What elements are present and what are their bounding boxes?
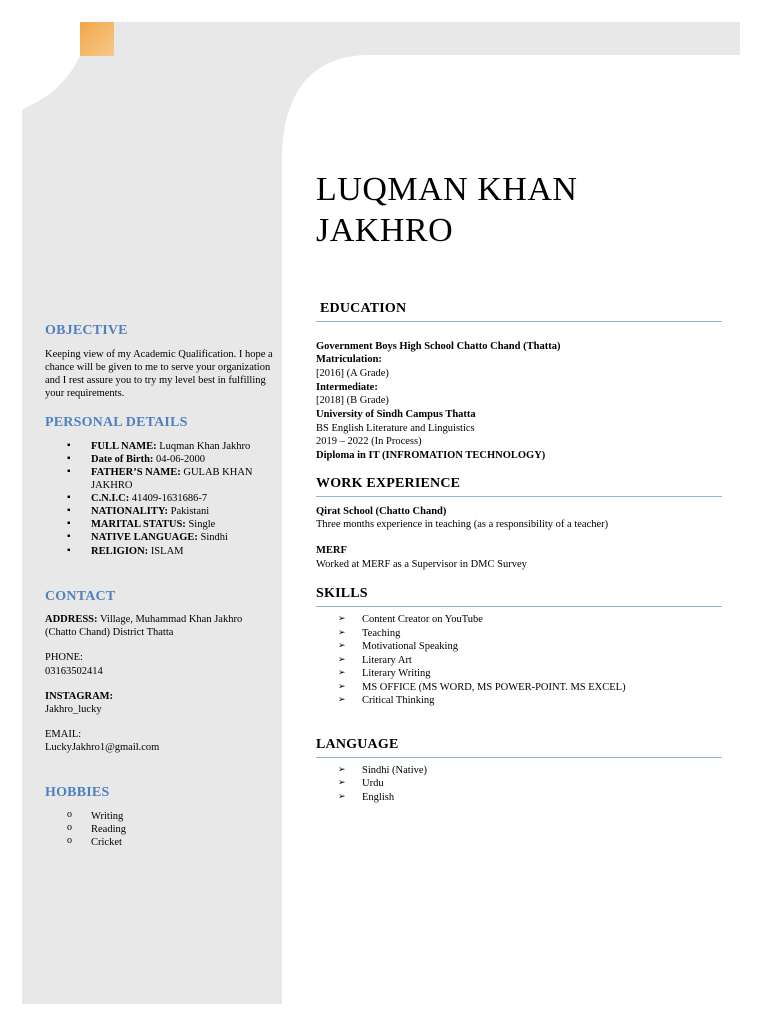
instagram-label: INSTAGRAM:: [45, 690, 114, 702]
personal-details-heading: PERSONAL DETAILS: [45, 415, 188, 430]
pd-item: ▪ RELIGION: ISLAM: [67, 545, 275, 558]
degree-years: 2019 – 2022 (In Process): [316, 436, 422, 448]
education-body: [316, 340, 722, 463]
hobbies-heading: HOBBIES: [45, 785, 110, 801]
job2-title: MERF: [316, 545, 347, 557]
skill-item: ➢ Critical Thinking: [338, 694, 722, 707]
pd-item: ▪ FATHER’S NAME: GULAB KHAN JAKHRO: [67, 466, 275, 492]
pd-item: ▪ C.N.I.C: 41409-1631686-7: [67, 492, 275, 505]
candidate-name: LUQMAN KHAN JAKHRO: [316, 171, 578, 249]
sidebar: [45, 322, 275, 863]
skills-heading: SKILLS: [316, 585, 722, 607]
work-heading: WORK EXPERIENCE: [316, 475, 722, 497]
pd-item: ▪ Date of Birth: 04-06-2000: [67, 453, 275, 466]
pd-item: ▪ NATIVE LANGUAGE: Sindhi: [67, 531, 275, 544]
language-item: ➢ Sindhi (Native): [338, 764, 722, 777]
matric-label: Matriculation:: [316, 354, 382, 366]
school-name: Government Boys High School Chatto Chand (Thatta): [316, 340, 561, 352]
language-item: ➢ Urdu: [338, 777, 722, 790]
skill-item: ➢ Literary Writing: [338, 667, 722, 680]
skill-item: ➢ Teaching: [338, 627, 722, 640]
phone-value: 03163502414: [45, 665, 103, 677]
pd-item: ▪ MARITAL STATUS: Single: [67, 518, 275, 531]
skill-item: ➢ Literary Art: [338, 654, 722, 667]
phone-label: PHONE:: [45, 652, 83, 664]
hobbies-list: [45, 810, 275, 849]
hobby-item: o Writing: [67, 810, 275, 823]
skill-item: ➢ Content Creator on YouTube: [338, 613, 722, 626]
inter-label: Intermediate:: [316, 381, 378, 393]
objective-heading: OBJECTIVE: [45, 323, 128, 338]
language-list: [316, 764, 722, 804]
email-value: LuckyJakhro1@gmail.com: [45, 742, 160, 753]
address: ADDRESS: Village, Muhammad Khan Jakhro (Chatto Chand) District Thatta: [45, 614, 243, 639]
university-name: University of Sindh Campus Thatta: [316, 408, 476, 420]
instagram-value: Jakhro_lucky: [45, 703, 102, 715]
education-section: [316, 300, 722, 322]
personal-details-list: [45, 440, 275, 558]
job2-desc: Worked at MERF as a Supervisor in DMC Survey: [316, 558, 527, 570]
pd-item: ▪ NATIONALITY: Pakistani: [67, 505, 275, 518]
education-heading: EDUCATION: [316, 300, 722, 322]
degree: BS English Literature and Linguistics: [316, 422, 475, 434]
language-item: ➢ English: [338, 791, 722, 804]
skills-section: [316, 585, 722, 707]
language-section: [316, 736, 722, 805]
diploma: Diploma in IT (INFROMATION TECHNOLOGY): [316, 449, 546, 461]
email-label: EMAIL:: [45, 728, 82, 740]
pd-item: ▪ FULL NAME: Luqman Khan Jakhro: [67, 440, 275, 453]
hobby-item: o Reading: [67, 823, 275, 836]
job1-title: Qirat School (Chatto Chand): [316, 505, 447, 517]
contact-section: [45, 588, 275, 755]
language-heading: LANGUAGE: [316, 736, 722, 758]
corner-accent: [80, 22, 114, 56]
matric-value: [2016] (A Grade): [316, 368, 389, 380]
inter-value: [2018] (B Grade): [316, 395, 389, 407]
personal-details-section: [45, 414, 275, 558]
skills-list: [316, 613, 722, 707]
hobbies-section: [45, 784, 275, 849]
hobby-item: o Cricket: [67, 836, 275, 849]
main-content: [316, 170, 722, 814]
skill-item: ➢ MS OFFICE (MS WORD, MS POWER-POINT. MS EXCEL): [338, 681, 722, 694]
contact-heading: CONTACT: [45, 588, 116, 604]
job1-desc: Three months experience in teaching (as a responsibility of a teacher): [316, 519, 609, 531]
objective-section: [45, 322, 275, 400]
skill-item: ➢ Motivational Speaking: [338, 640, 722, 653]
objective-text: Keeping view of my Academic Qualification. I hope a chance will be given to me to serve your organization and I rest assure you to try my level best in fulfilling your requirements.: [45, 348, 273, 399]
work-section: [316, 475, 722, 572]
